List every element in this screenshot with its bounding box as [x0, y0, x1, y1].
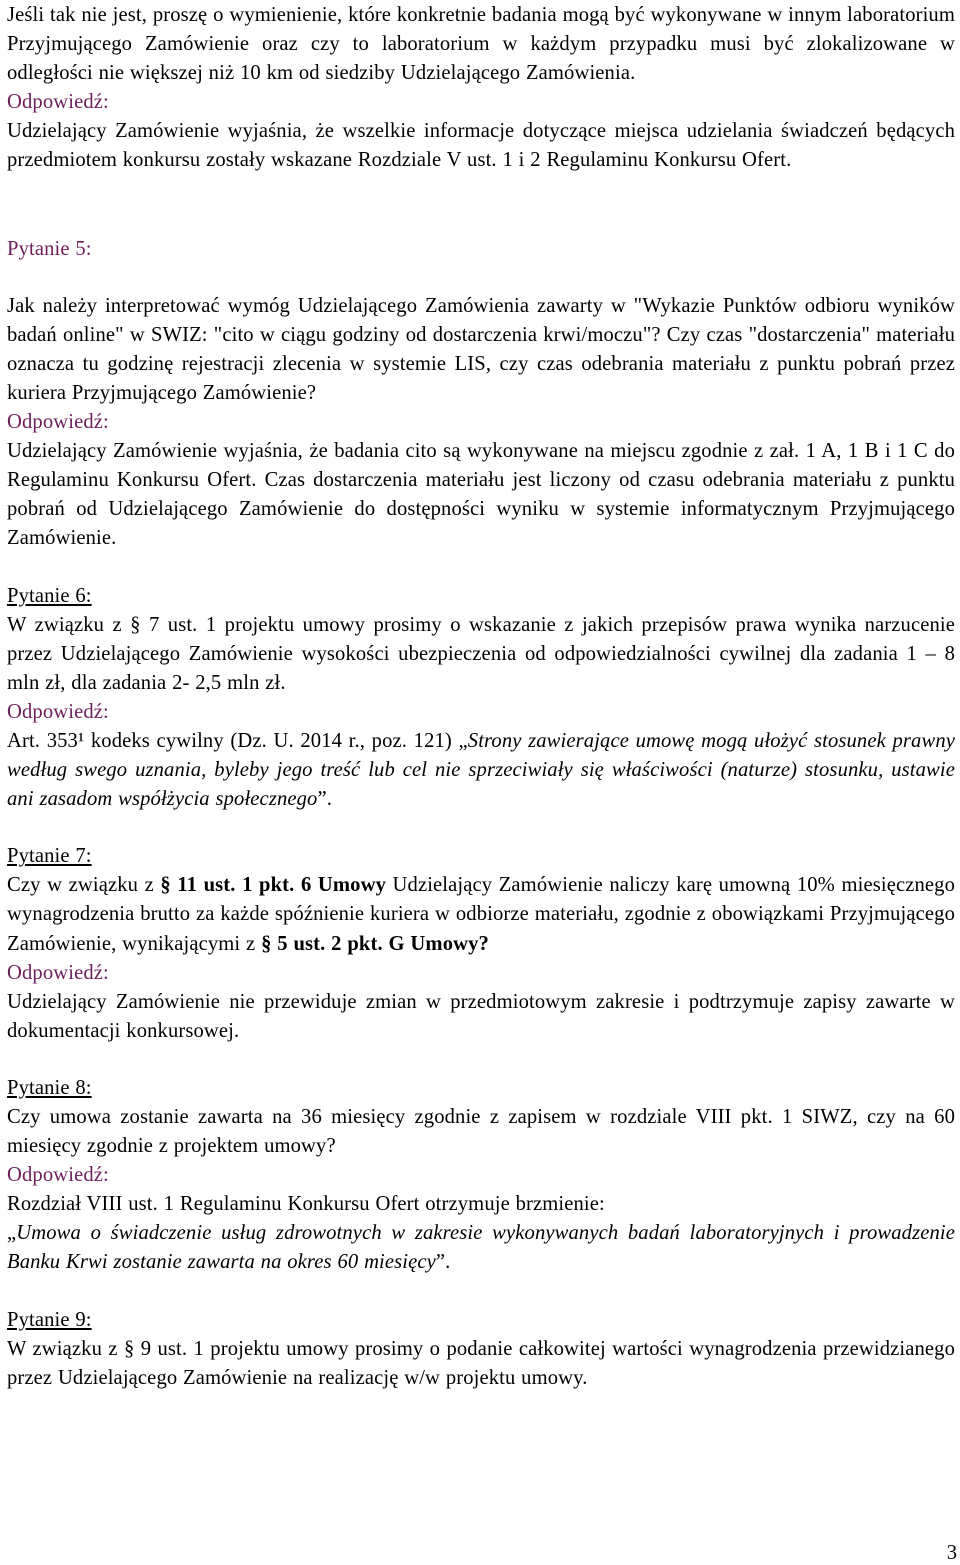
- q6-answer-plain: Art. 353¹ kodeks cywilny (Dz. U. 2014 r., poz. 121) „: [7, 729, 468, 752]
- q6-answer-label: Odpowiedź:: [7, 700, 109, 723]
- q8-answer-quote-end: ”.: [435, 1251, 451, 1274]
- spacer: [7, 1046, 955, 1074]
- intro-answer-label: Odpowiedź:: [7, 91, 109, 114]
- q7-answer-label: Odpowiedź:: [7, 961, 109, 984]
- q7-question-bold1: § 11 ust. 1 pkt. 6 Umowy: [160, 874, 386, 897]
- document-page: [7, 0, 955, 1393]
- intro-question-text: Jeśli tak nie jest, proszę o wymienienie, które konkretnie badania mogą być wykonywane w innym laboratorium Przyjmującego Zamówienie oraz czy to laboratorium w każdym przypadku musi być zlokalizowane w odległości nie większej niż 10 km od siedziby Udzielającego Zamówienia.: [7, 4, 955, 85]
- q7-question-text: [7, 871, 955, 958]
- q8-answer-label: Odpowiedź:: [7, 1164, 109, 1187]
- q5-label: Pytanie 5:: [7, 237, 92, 260]
- q5-question-text: Jak należy interpretować wymóg Udzielającego Zamówienia zawarty w "Wykazie Punktów odbioru wyników badań online" w SWIZ: "cito w ciągu godziny od dostarczenia krwi/moczu"? Czy czas "dostarczenia" materiału oznacza tu godzinę rejestracji zlecenia w systemie LIS, czy czas odebrania materiału z punktu pobrań przez kuriera Przyjmującego Zamówienie?: [7, 294, 955, 404]
- q7-question-part1: Czy w związku z: [7, 874, 161, 897]
- q7-question-part2: Udzielający Zamówienie naliczy karę umowną 10% miesięcznego wynagrodzenia brutto za każde spóźnienie kuriera w odbiorze materiału, zgodnie z obowiązkami Przyjmującego Zamówienie, wynikającymi z: [7, 874, 956, 955]
- q5-answer-text: Udzielający Zamówienie wyjaśnia, że badania cito są wykonywane na miejscu zgodnie z zał. 1 A, 1 B i 1 C do Regulaminu Konkursu Ofert. Czas dostarczenia materiału jest liczony od czasu odebrania materiału z punktu pobrań od Udzielającego Zamówienie do dostępności wyniku w systemie informatycznym Przyjmującego Zamówienie.: [7, 440, 955, 550]
- q8-question-text: Czy umowa zostanie zawarta na 36 miesięcy zgodnie z zapisem w rozdziale VIII pkt. 1 SIWZ, czy na 60 miesięcy zgodnie z projektem umowy?: [7, 1106, 955, 1158]
- q9-question-text: W związku z § 9 ust. 1 projektu umowy prosimy o podanie całkowitej wartości wynagrodzenia przewidzianego przez Udzielającego Zamówienie na realizację w/w projektu umowy.: [7, 1337, 955, 1389]
- q7-label: Pytanie 7:: [7, 845, 92, 868]
- spacer: [7, 176, 955, 235]
- q6-answer-quote: Strony zawierające umowę mogą ułożyć stosunek prawny według swego uznania, byleby jego treść lub cel nie sprzeciwiały się właściwości (naturze) stosunku, ustawie ani zasadom współżycia społecznego: [7, 729, 955, 811]
- q5-answer-label: Odpowiedź:: [7, 411, 109, 434]
- spacer: [7, 1278, 955, 1306]
- q8-answer-text: Rozdział VIII ust. 1 Regulaminu Konkursu Ofert otrzymuje brzmienie:: [7, 1193, 605, 1216]
- q8-answer-quote-open: „: [7, 1222, 17, 1245]
- q8-label: Pytanie 8:: [7, 1076, 92, 1099]
- q7-question-bold2: § 5 ust. 2 pkt. G Umowy?: [261, 932, 489, 955]
- q6-question-text: W związku z § 7 ust. 1 projektu umowy prosimy o wskazanie z jakich przepisów prawa wynika narzucenie przez Udzielającego Zamówienie wysokości ubezpieczenia od odpowiedzialności cywilnej dla zadania 1 – 8 mln zł, dla zadania 2- 2,5 mln zł.: [7, 613, 955, 694]
- q8-answer-quote-block: [7, 1219, 955, 1277]
- q6-answer-text: [7, 727, 955, 814]
- q7-answer-text: Udzielający Zamówienie nie przewiduje zmian w przedmiotowym zakresie i podtrzymuje zapisy zawarte w dokumentacji konkursowej.: [7, 990, 955, 1042]
- q9-label: Pytanie 9:: [7, 1308, 92, 1331]
- spacer: [7, 814, 955, 842]
- page-number: 3: [946, 1542, 957, 1564]
- intro-answer-text: Udzielający Zamówienie wyjaśnia, że wszelkie informacje dotyczące miejsca udzielania świadczeń będących przedmiotem konkursu zostały wskazane Rozdziale V ust. 1 i 2 Regulaminu Konkursu Ofert.: [7, 120, 955, 172]
- q8-answer-quote: Umowa o świadczenie usług zdrowotnych w zakresie wykonywanych badań laboratoryjnych i prowadzenie Banku Krwi zostanie zawarta na okres 60 miesięcy: [7, 1222, 955, 1274]
- q6-label: Pytanie 6:: [7, 584, 92, 607]
- q6-answer-end: ”.: [317, 788, 332, 811]
- spacer: [7, 554, 955, 582]
- spacer: [7, 264, 955, 292]
